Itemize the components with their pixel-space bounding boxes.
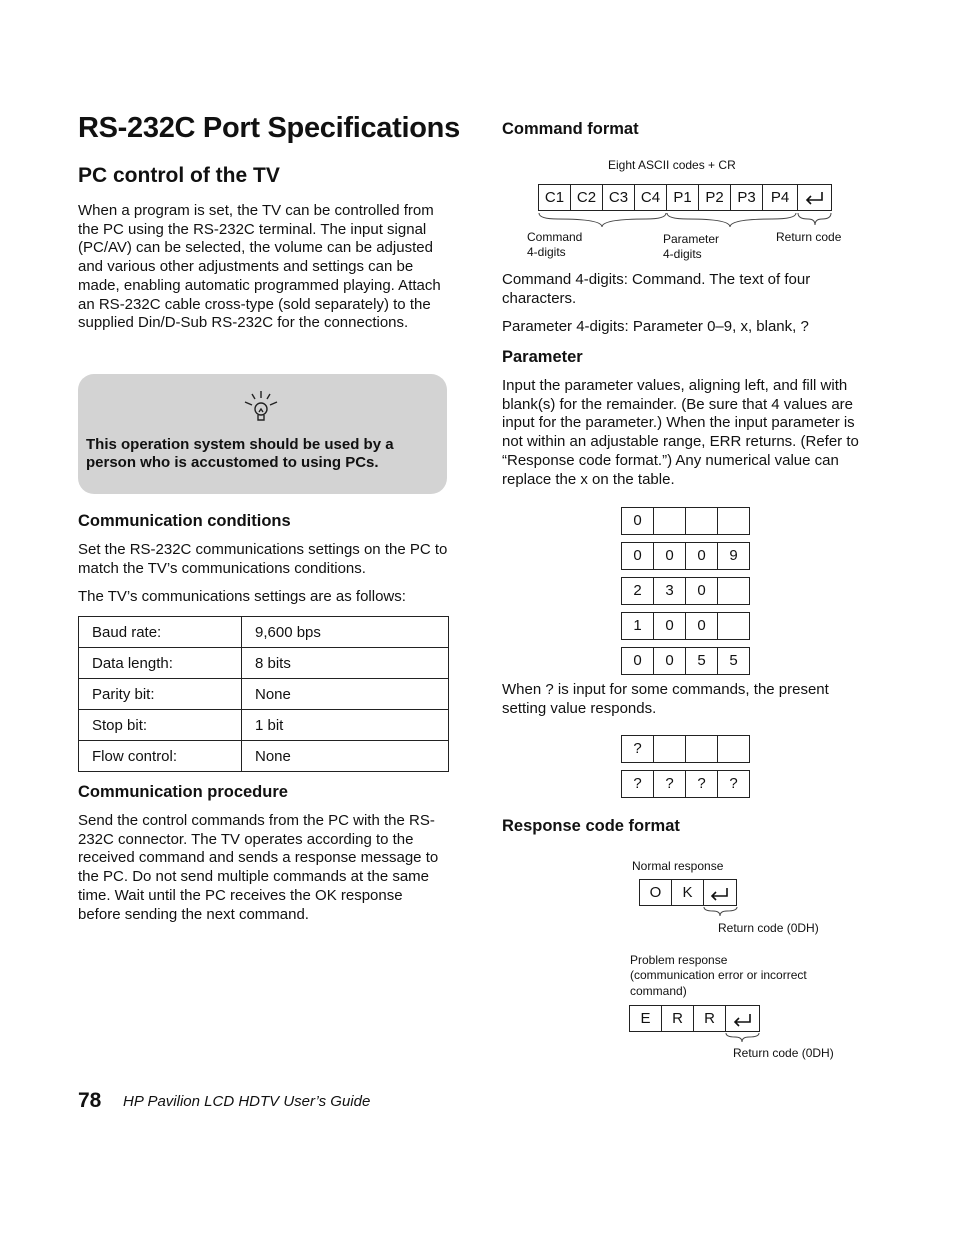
label-parameter-1: Parameter	[663, 232, 720, 246]
normal-response-diagram	[639, 879, 738, 906]
grid-cell: ?	[653, 770, 686, 798]
guide-title: HP Pavilion LCD HDTV User’s Guide	[123, 1093, 371, 1110]
grid-cell: 1	[621, 612, 654, 640]
problem-return-code: Return code (0DH)	[733, 1046, 834, 1060]
query-grid	[621, 735, 753, 798]
grid-cell: ?	[717, 770, 750, 798]
setting-key: Flow control:	[79, 741, 242, 772]
setting-value: 9,600 bps	[242, 617, 449, 648]
comm-settings-table	[78, 616, 449, 772]
setting-value: None	[242, 679, 449, 710]
table-row	[79, 648, 449, 679]
page-number: 78	[78, 1089, 102, 1112]
problem-label-1: Problem response	[630, 953, 728, 967]
comm-procedure-heading: Communication procedure	[78, 783, 288, 801]
command-format-diagram	[538, 184, 832, 211]
grid-cell: 5	[717, 647, 750, 675]
command-cell: C3	[602, 184, 635, 211]
setting-value: None	[242, 741, 449, 772]
label-parameter-2: 4-digits	[663, 247, 702, 261]
grid-cell	[717, 612, 750, 640]
table-row	[79, 679, 449, 710]
grid-cell: 5	[685, 647, 718, 675]
parameter-heading: Parameter	[502, 348, 583, 366]
problem-label-2: (communication error or incorrect	[630, 968, 807, 982]
grid-cell: 9	[717, 542, 750, 570]
lightbulb-icon	[242, 388, 280, 431]
grid-cell: 3	[653, 577, 686, 605]
grid-cell: 0	[653, 647, 686, 675]
command-cell: C4	[634, 184, 667, 211]
comm-conditions-p1: Set the RS-232C communications settings on the PC to match the TV’s communications conditions.	[78, 541, 448, 577]
parameter-cell: P2	[698, 184, 731, 211]
grid-cell: 0	[621, 647, 654, 675]
problem-label-3: command)	[630, 984, 687, 998]
grid-cell	[685, 735, 718, 763]
query-text: When ? is input for some commands, the present setting value responds.	[502, 681, 829, 717]
intro-paragraph: When a program is set, the TV can be controlled from the PC using the RS-232C terminal. The input signal (PC/AV) can be selected, the volume can be adjusted and various other adjustments and settings can be made, enabling automatic programmed playing. Attach an RS-232C cable cross-type (sold separately) to the supplied Din/D-Sub RS-232C for the connections.	[78, 202, 441, 332]
command-format-heading: Command format	[502, 120, 639, 138]
problem-response-diagram	[629, 1005, 761, 1032]
table-row	[79, 741, 449, 772]
label-return-code: Return code	[776, 230, 842, 244]
grid-cell: ?	[621, 735, 654, 763]
label-command-1: Command	[527, 230, 583, 244]
setting-value: 1 bit	[242, 710, 449, 741]
setting-key: Parity bit:	[79, 679, 242, 710]
grid-cell: 0	[685, 577, 718, 605]
setting-key: Stop bit:	[79, 710, 242, 741]
command-format-caption: Eight ASCII codes + CR	[608, 158, 736, 172]
section-title: PC control of the TV	[78, 164, 280, 187]
normal-brace	[703, 906, 739, 918]
grid-cell	[685, 507, 718, 535]
grid-cell: 0	[621, 542, 654, 570]
table-row	[79, 617, 449, 648]
grid-cell: 0	[685, 612, 718, 640]
parameter-text: Input the parameter values, aligning left, and fill with blank(s) for the remainder. (Be sure that 4 values are input for the parameter.) When the input parameter is not within an adjustable range, ERR returns. (Refer to “Response code format.”) Any numerical value can replace the x on the table.	[502, 377, 859, 488]
response-cell: O	[639, 879, 672, 906]
grid-cell: ?	[621, 770, 654, 798]
problem-brace	[725, 1032, 761, 1044]
response-cell: E	[629, 1005, 662, 1032]
response-heading: Response code format	[502, 817, 680, 835]
normal-response-label: Normal response	[632, 859, 724, 873]
setting-key: Data length:	[79, 648, 242, 679]
command-p1: Command 4-digits: Command. The text of four characters.	[502, 271, 811, 307]
grid-cell	[653, 735, 686, 763]
grid-cell	[653, 507, 686, 535]
grid-cell	[717, 507, 750, 535]
grid-cell: 0	[621, 507, 654, 535]
page-title: RS-232C Port Specifications	[78, 112, 460, 144]
parameter-cell: P4	[762, 184, 798, 211]
table-row	[79, 710, 449, 741]
grid-cell: ?	[685, 770, 718, 798]
command-p2: Parameter 4-digits: Parameter 0–9, x, blank, ?	[502, 318, 809, 335]
grid-cell	[717, 577, 750, 605]
response-cell: R	[661, 1005, 694, 1032]
return-key-icon	[703, 879, 737, 906]
command-cell: C1	[538, 184, 571, 211]
grid-cell: 0	[653, 612, 686, 640]
parameter-grid	[621, 507, 753, 675]
note-text: This operation system should be used by a person who is accustomed to using PCs.	[86, 436, 394, 471]
setting-value: 8 bits	[242, 648, 449, 679]
command-cell: C2	[570, 184, 603, 211]
grid-cell: 0	[685, 542, 718, 570]
parameter-cell: P1	[666, 184, 699, 211]
label-command-2: 4-digits	[527, 245, 566, 259]
comm-conditions-p2: The TV’s communications settings are as follows:	[78, 588, 406, 605]
return-key-icon	[725, 1005, 760, 1032]
grid-cell: 0	[653, 542, 686, 570]
setting-key: Baud rate:	[79, 617, 242, 648]
response-cell: R	[693, 1005, 726, 1032]
normal-return-code: Return code (0DH)	[718, 921, 819, 935]
return-key-icon	[797, 184, 832, 211]
grid-cell: 2	[621, 577, 654, 605]
comm-conditions-heading: Communication conditions	[78, 512, 291, 530]
parameter-cell: P3	[730, 184, 763, 211]
grid-cell	[717, 735, 750, 763]
note-box	[78, 374, 447, 494]
comm-procedure-text: Send the control commands from the PC with the RS-232C connector. The TV operates according to the received command and sends a response message to the PC. Do not send multiple commands at the same time. Wait until the PC receives the OK response before sending the next command.	[78, 812, 439, 923]
response-cell: K	[671, 879, 704, 906]
